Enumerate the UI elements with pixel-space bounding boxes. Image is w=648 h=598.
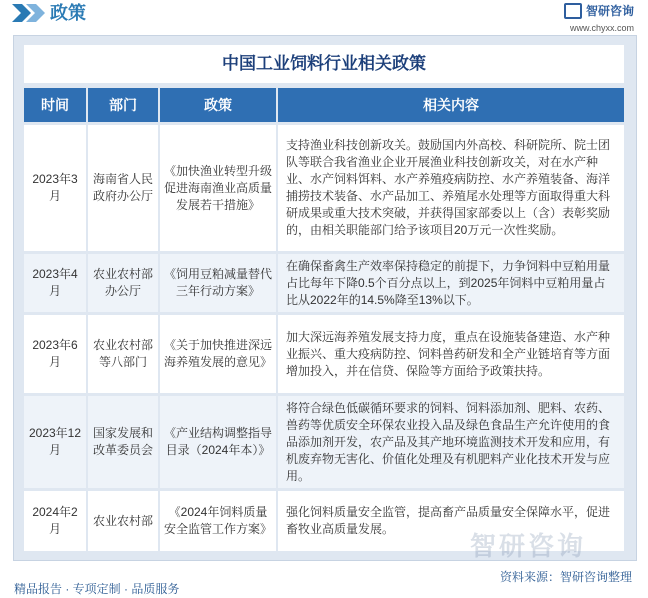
table-title: 中国工业饲料行业相关政策	[24, 45, 624, 83]
brand-logo[interactable]	[564, 3, 634, 35]
double-chevron-icon	[12, 4, 50, 22]
column-header-policy: 政策	[158, 88, 276, 122]
column-header-dept: 部门	[86, 88, 158, 122]
row-policy: 《2024年饲料质量安全监管工作方案》	[158, 491, 276, 551]
row-time: 2023年3月	[24, 125, 86, 251]
row-policy: 《加快渔业转型升级 促进海南渔业高质量发展若干措施》	[158, 125, 276, 251]
column-header-content: 相关内容	[276, 88, 624, 122]
row-dept: 农业农村部等八部门	[86, 315, 158, 393]
row-content: 支持渔业科技创新攻关。鼓励国内外高校、科研院所、院士团队等联合我省渔业企业开展渔业科技创新攻关，对在水产种业、水产饲料饵料、水产养殖疫病防控、水产养殖装备、海洋捕捞技术装备、水产品加工、养殖尾水处理等方面取得重大科研成果或重大技术突破，并获得国家部委以上（含）表彰奖励的，由相关职能部门给予该项目20万元一次性奖励。	[276, 125, 624, 251]
row-policy: 《产业结构调整指导目录（2024年本）》	[158, 396, 276, 488]
table-row	[24, 396, 624, 488]
section-title: 政策	[50, 3, 86, 23]
row-dept: 国家发展和改革委员会	[86, 396, 158, 488]
row-content: 加大深远海养殖发展支持力度，重点在设施装备建造、水产种业振兴、重大疫病防控、饲料兽药研发和全产业链培育等方面增加投入，并在信贷、保险等方面给予政策扶持。	[276, 315, 624, 393]
row-content: 在确保畜禽生产效率保持稳定的前提下，力争饲料中豆粕用量占比每年下降0.5个百分点以上，到2025年饲料中豆粕用量占比从2022年的14.5%降至13%以下。	[276, 254, 624, 312]
row-time: 2023年12月	[24, 396, 86, 488]
column-header-time: 时间	[24, 88, 86, 122]
brand-logo-icon	[564, 3, 582, 19]
footer-tagline: 精品报告 · 专项定制 · 品质服务	[14, 582, 180, 596]
brand-url: www.chyxx.com	[569, 23, 634, 33]
table-row	[24, 315, 624, 393]
row-time: 2024年2月	[24, 491, 86, 551]
row-dept: 农业农村部	[86, 491, 158, 551]
row-policy: 《饲用豆粕减量替代三年行动方案》	[158, 254, 276, 312]
row-policy: 《关于加快推进深远海养殖发展的意见》	[158, 315, 276, 393]
row-time: 2023年6月	[24, 315, 86, 393]
table-header-row	[24, 88, 624, 122]
watermark: 智研咨询	[470, 531, 587, 561]
source-note: 资料来源：智研咨询整理	[499, 570, 632, 584]
row-time: 2023年4月	[24, 254, 86, 312]
table-row	[24, 254, 624, 312]
header	[0, 0, 648, 33]
table-row	[24, 125, 624, 251]
row-dept: 农业农村部办公厅	[86, 254, 158, 312]
policy-table	[24, 85, 624, 554]
row-content: 强化饲料质量安全监管，提高畜产品质量安全保障水平，促进畜牧业高质量发展。	[276, 491, 624, 551]
row-dept: 海南省人民政府办公厅	[86, 125, 158, 251]
brand-name: 智研咨询	[585, 4, 634, 18]
row-content: 将符合绿色低碳循环要求的饲料、饲料添加剂、肥料、农药、兽药等优质安全环保农业投入品及绿色食品生产允许使用的食品添加剂开发，农产品及其产地环境监测技术开发和应用，有机废弃物无害化、价值化处理及有机肥料产业化技术开发与应用。	[276, 396, 624, 488]
